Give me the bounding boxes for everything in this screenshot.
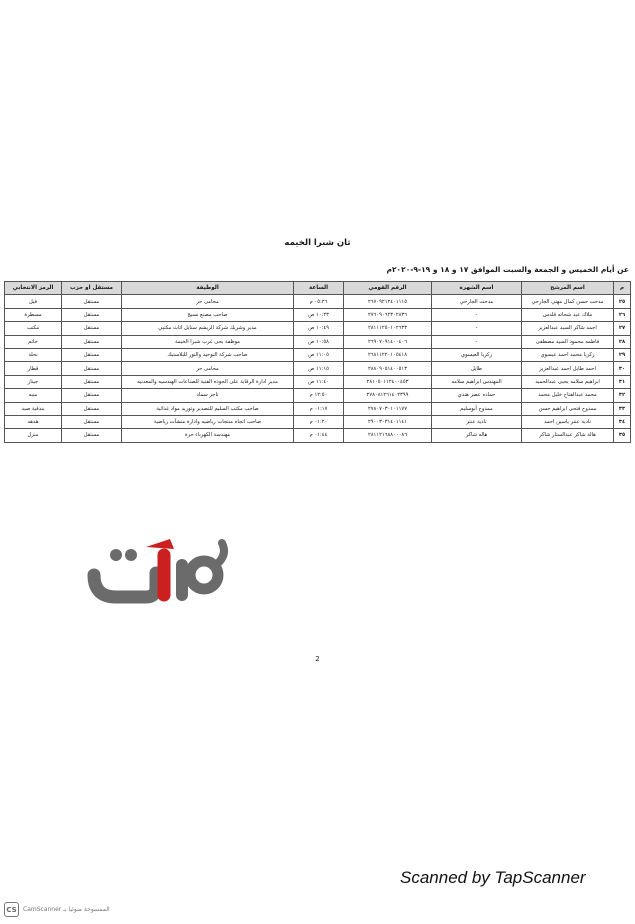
cell-time: ١١:١٥ ص bbox=[294, 362, 344, 375]
cell-national-id: ٢٧٦٠٩٠٦٢٣٠٢٨٣٦ bbox=[344, 308, 432, 321]
cell-name: فاطمه محمود السيد مصطفى bbox=[522, 335, 614, 348]
cell-nickname: مدحت الجارحي bbox=[432, 295, 522, 308]
cell-nickname: نادية عنتر bbox=[432, 415, 522, 428]
table-header-row bbox=[5, 282, 631, 295]
table-row bbox=[5, 429, 631, 442]
cell-national-id: ٢٨١١١٢٥٠١٠٢٦٣٣ bbox=[344, 322, 432, 335]
cell-nickname: ممدوح أبوسليم bbox=[432, 402, 522, 415]
cell-name: احمد شاكر السيد عبدالعزيز bbox=[522, 322, 614, 335]
cell-job: تاجر سماد bbox=[122, 389, 294, 402]
cell-national-id: ٢٧٨٠٨١٢٦١٤٠٢٣٩٩ bbox=[344, 389, 432, 402]
cell-symbol: مكتب bbox=[5, 322, 62, 335]
cell-job: محامى حر bbox=[122, 295, 294, 308]
cell-time: ٠١:٤٤ م bbox=[294, 429, 344, 442]
table-row bbox=[5, 348, 631, 361]
cell-no: ٢٦ bbox=[614, 308, 631, 321]
cell-nickname: طايل bbox=[432, 362, 522, 375]
cell-national-id: ٢٦٩٠٧٠٩١٤٠٠٤٠٦ bbox=[344, 335, 432, 348]
cell-status: مستقل bbox=[62, 389, 122, 402]
cell-symbol: خاتم bbox=[5, 335, 62, 348]
header-job: الوظيفة bbox=[122, 282, 294, 295]
camscanner-text: CamScanner الممسوحة ضوئيا بـ bbox=[23, 906, 110, 913]
cell-status: مستقل bbox=[62, 362, 122, 375]
cell-national-id: ٢٨١٠٥٠١١٢٤٠٠٤٥٣ bbox=[344, 375, 432, 388]
cell-job: صاحب شركة التوحيد والنور للبلاستيك bbox=[122, 348, 294, 361]
cell-symbol: هدهد bbox=[5, 415, 62, 428]
cell-no: ٢٩ bbox=[614, 348, 631, 361]
candidates-table bbox=[4, 281, 631, 443]
cell-status: مستقل bbox=[62, 348, 122, 361]
cell-nickname: - bbox=[432, 308, 522, 321]
table-row bbox=[5, 362, 631, 375]
cell-job: موظفة بحى غرب شبرا الخيمة bbox=[122, 335, 294, 348]
cell-status: مستقل bbox=[62, 415, 122, 428]
camscanner-watermark bbox=[4, 902, 110, 917]
cell-name: زكريا محمد احمد عيسوي bbox=[522, 348, 614, 361]
cell-status: مستقل bbox=[62, 429, 122, 442]
cell-symbol: مسطرة bbox=[5, 308, 62, 321]
cell-national-id: ٢٨١١٢١٦٨٨٠٠٠٨٦ bbox=[344, 429, 432, 442]
cell-time: ١١:٤٠ ص bbox=[294, 375, 344, 388]
cell-no: ٣١ bbox=[614, 375, 631, 388]
cell-symbol: نحلة bbox=[5, 348, 62, 361]
cell-name: محمد عبدالفتاح خليل محمد bbox=[522, 389, 614, 402]
page-number: 2 bbox=[315, 655, 320, 663]
cell-nickname: - bbox=[432, 322, 522, 335]
table-row bbox=[5, 375, 631, 388]
cell-symbol: منبه bbox=[5, 389, 62, 402]
table-row bbox=[5, 322, 631, 335]
cell-national-id: ٢٦٧٠٩٢١٢٤٠١١١٥ bbox=[344, 295, 432, 308]
cell-time: ٠١:١٧ م bbox=[294, 402, 344, 415]
cell-no: ٣٣ bbox=[614, 402, 631, 415]
table-row bbox=[5, 308, 631, 321]
cell-no: ٢٨ bbox=[614, 335, 631, 348]
table-row bbox=[5, 402, 631, 415]
cell-symbol: بندقية صيد bbox=[5, 402, 62, 415]
cell-no: ٣٠ bbox=[614, 362, 631, 375]
cell-nickname: زكريا العيسوي bbox=[432, 348, 522, 361]
cell-no: ٢٧ bbox=[614, 322, 631, 335]
cell-nickname: حماده عصر هندي bbox=[432, 389, 522, 402]
cell-time: ١٠:٤٩ ص bbox=[294, 322, 344, 335]
cell-time: ٠٥:٢٦ م bbox=[294, 295, 344, 308]
cell-national-id: ٢٩٠٠٣٠٣١٤٠١١٤١ bbox=[344, 415, 432, 428]
cell-job: مدير وشريك شركة الريشم ستايل اثاث مكتبي bbox=[122, 322, 294, 335]
page-title: ثان شبرا الخيمه bbox=[284, 238, 351, 248]
table-row bbox=[5, 415, 631, 428]
cell-job: صاحب مصنع نسيج bbox=[122, 308, 294, 321]
cell-no: ٣٢ bbox=[614, 389, 631, 402]
header-status: مستقل او حزب bbox=[62, 282, 122, 295]
cell-national-id: ٢٦٨١١٢٢٠١٠٥٤١٨ bbox=[344, 348, 432, 361]
table-row bbox=[5, 295, 631, 308]
header-national-id: الرقم القومي bbox=[344, 282, 432, 295]
cell-symbol: منزل bbox=[5, 429, 62, 442]
cell-job: مدير ادارة الرقابة على الجوده الفنية للصناعات الهندسيه والمعدنيه bbox=[122, 375, 294, 388]
cell-symbol: جيتار bbox=[5, 375, 62, 388]
header-symbol: الرمز الانتخابي bbox=[5, 282, 62, 295]
cell-no: ٣٤ bbox=[614, 415, 631, 428]
cell-name: ابراهيم سلامه يحيى عبدالحميد bbox=[522, 375, 614, 388]
cell-time: ١٠:٢٣ ص bbox=[294, 308, 344, 321]
cell-status: مستقل bbox=[62, 295, 122, 308]
cell-no: ٢٥ bbox=[614, 295, 631, 308]
cell-nickname: المهندس ابراهيم سلامه bbox=[432, 375, 522, 388]
cell-time: ١٠:٥٨ ص bbox=[294, 335, 344, 348]
cell-no: ٣٥ bbox=[614, 429, 631, 442]
vito-logo bbox=[86, 535, 236, 605]
cell-name: احمد طايل احمد عبدالعزيز bbox=[522, 362, 614, 375]
cell-name: هالة شاكر عبدالستار شاكر bbox=[522, 429, 614, 442]
document-subtitle: عن أيام الخميس و الجمعة والسبت الموافق ١٧ و ١٨ و ١٩-٩-٢٠٢٠م bbox=[386, 265, 629, 274]
header-time: الساعة bbox=[294, 282, 344, 295]
camscanner-icon: CS bbox=[4, 902, 19, 917]
cell-time: ١١:٠٥ ص bbox=[294, 348, 344, 361]
cell-nickname: هاله شاكر bbox=[432, 429, 522, 442]
table-row bbox=[5, 389, 631, 402]
cell-status: مستقل bbox=[62, 308, 122, 321]
header-name: اسم المرشح bbox=[522, 282, 614, 295]
cell-nickname: - bbox=[432, 335, 522, 348]
header-nickname: اسم الشهرة bbox=[432, 282, 522, 295]
tapscanner-mark: Scanned by TapScanner bbox=[400, 868, 586, 887]
cell-status: مستقل bbox=[62, 402, 122, 415]
cell-symbol: فيل bbox=[5, 295, 62, 308]
cell-status: مستقل bbox=[62, 335, 122, 348]
cell-name: ممدوح فتحى ابراهيم حسن bbox=[522, 402, 614, 415]
cell-time: ١٢:٥٠ م bbox=[294, 389, 344, 402]
cell-job: صاحب اتجاه منتجات رياضيه وادارة منشآت رياضية bbox=[122, 415, 294, 428]
header-no: م bbox=[614, 282, 631, 295]
cell-status: مستقل bbox=[62, 375, 122, 388]
cell-national-id: ٢٧٨٠٧٠٣٠١٠١١٧٧ bbox=[344, 402, 432, 415]
table-row bbox=[5, 335, 631, 348]
cell-national-id: ٢٨٨٠٩٠٥١٤٠٠٥١٣ bbox=[344, 362, 432, 375]
cell-job: صاحب مكتب السليم للتصدير وتوريد مواد غذائية bbox=[122, 402, 294, 415]
cell-name: نادية عنتر ياسين احمد bbox=[522, 415, 614, 428]
cell-job: محامى حر bbox=[122, 362, 294, 375]
cell-status: مستقل bbox=[62, 322, 122, 335]
cell-name: ملاك عيد شحاته قلدس bbox=[522, 308, 614, 321]
cell-job: مهندسة الكهرباء حرة bbox=[122, 429, 294, 442]
cell-name: مدحت حسن كمال مهني الجارحي bbox=[522, 295, 614, 308]
cell-symbol: قطار bbox=[5, 362, 62, 375]
cell-time: ٠١:٢٠ م bbox=[294, 415, 344, 428]
